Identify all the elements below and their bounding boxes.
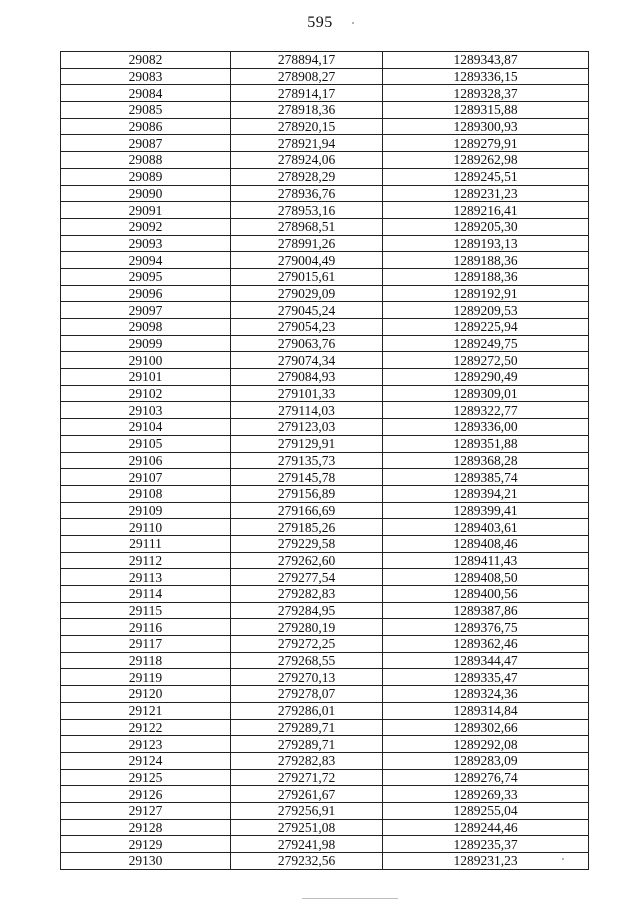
table-row <box>61 586 589 603</box>
table-row <box>61 335 589 352</box>
x-coordinate-cell: 279156,89 <box>231 485 383 502</box>
table-row <box>61 552 589 569</box>
y-coordinate-cell: 1289231,23 <box>383 185 589 202</box>
point-number-cell: 29118 <box>61 652 231 669</box>
x-coordinate-cell: 278968,51 <box>231 218 383 235</box>
x-coordinate-cell: 278924,06 <box>231 152 383 169</box>
y-coordinate-cell: 1289314,84 <box>383 702 589 719</box>
y-coordinate-cell: 1289351,88 <box>383 435 589 452</box>
y-coordinate-cell: 1289336,15 <box>383 68 589 85</box>
x-coordinate-cell: 279241,98 <box>231 836 383 853</box>
point-number-cell: 29103 <box>61 402 231 419</box>
table-row <box>61 85 589 102</box>
table-row <box>61 836 589 853</box>
x-coordinate-cell: 279289,71 <box>231 736 383 753</box>
table-row <box>61 669 589 686</box>
x-coordinate-cell: 279084,93 <box>231 369 383 386</box>
table-row <box>61 52 589 69</box>
point-number-cell: 29120 <box>61 686 231 703</box>
y-coordinate-cell: 1289292,08 <box>383 736 589 753</box>
table-row <box>61 235 589 252</box>
point-number-cell: 29099 <box>61 335 231 352</box>
x-coordinate-cell: 279029,09 <box>231 285 383 302</box>
page-number: 595 <box>307 14 333 31</box>
x-coordinate-cell: 279271,72 <box>231 769 383 786</box>
x-coordinate-cell: 279166,69 <box>231 502 383 519</box>
x-coordinate-cell: 279268,55 <box>231 652 383 669</box>
x-coordinate-cell: 279286,01 <box>231 702 383 719</box>
point-number-cell: 29129 <box>61 836 231 853</box>
x-coordinate-cell: 279004,49 <box>231 252 383 269</box>
table-row <box>61 719 589 736</box>
x-coordinate-cell: 278920,15 <box>231 118 383 135</box>
x-coordinate-cell: 279277,54 <box>231 569 383 586</box>
y-coordinate-cell: 1289269,33 <box>383 786 589 803</box>
table-row <box>61 769 589 786</box>
y-coordinate-cell: 1289290,49 <box>383 369 589 386</box>
point-number-cell: 29107 <box>61 469 231 486</box>
point-number-cell: 29119 <box>61 669 231 686</box>
point-number-cell: 29124 <box>61 752 231 769</box>
y-coordinate-cell: 1289336,00 <box>383 419 589 436</box>
y-coordinate-cell: 1289192,91 <box>383 285 589 302</box>
x-coordinate-cell: 278914,17 <box>231 85 383 102</box>
x-coordinate-cell: 278918,36 <box>231 102 383 119</box>
y-coordinate-cell: 1289368,28 <box>383 452 589 469</box>
x-coordinate-cell: 279015,61 <box>231 268 383 285</box>
table-row <box>61 352 589 369</box>
y-coordinate-cell: 1289283,09 <box>383 752 589 769</box>
x-coordinate-cell: 279063,76 <box>231 335 383 352</box>
scan-speck <box>352 22 354 24</box>
table-row <box>61 302 589 319</box>
x-coordinate-cell: 279232,56 <box>231 853 383 870</box>
table-row <box>61 419 589 436</box>
table-row <box>61 118 589 135</box>
x-coordinate-cell: 279101,33 <box>231 385 383 402</box>
y-coordinate-cell: 1289399,41 <box>383 502 589 519</box>
point-number-cell: 29122 <box>61 719 231 736</box>
x-coordinate-cell: 278928,29 <box>231 168 383 185</box>
point-number-cell: 29101 <box>61 369 231 386</box>
x-coordinate-cell: 278991,26 <box>231 235 383 252</box>
scan-speck <box>562 858 564 860</box>
coordinates-table-body <box>61 52 589 870</box>
y-coordinate-cell: 1289262,98 <box>383 152 589 169</box>
y-coordinate-cell: 1289188,36 <box>383 268 589 285</box>
point-number-cell: 29096 <box>61 285 231 302</box>
x-coordinate-cell: 279270,13 <box>231 669 383 686</box>
point-number-cell: 29125 <box>61 769 231 786</box>
table-row <box>61 502 589 519</box>
table-row <box>61 853 589 870</box>
point-number-cell: 29102 <box>61 385 231 402</box>
x-coordinate-cell: 279185,26 <box>231 519 383 536</box>
point-number-cell: 29085 <box>61 102 231 119</box>
table-row <box>61 652 589 669</box>
x-coordinate-cell: 279135,73 <box>231 452 383 469</box>
x-coordinate-cell: 279123,03 <box>231 419 383 436</box>
y-coordinate-cell: 1289209,53 <box>383 302 589 319</box>
y-coordinate-cell: 1289231,23 <box>383 853 589 870</box>
table-row <box>61 319 589 336</box>
x-coordinate-cell: 279289,71 <box>231 719 383 736</box>
table-row <box>61 469 589 486</box>
point-number-cell: 29114 <box>61 586 231 603</box>
y-coordinate-cell: 1289245,51 <box>383 168 589 185</box>
y-coordinate-cell: 1289411,43 <box>383 552 589 569</box>
y-coordinate-cell: 1289385,74 <box>383 469 589 486</box>
x-coordinate-cell: 279280,19 <box>231 619 383 636</box>
table-row <box>61 569 589 586</box>
x-coordinate-cell: 279278,07 <box>231 686 383 703</box>
point-number-cell: 29088 <box>61 152 231 169</box>
y-coordinate-cell: 1289188,36 <box>383 252 589 269</box>
y-coordinate-cell: 1289309,01 <box>383 385 589 402</box>
y-coordinate-cell: 1289335,47 <box>383 669 589 686</box>
x-coordinate-cell: 279145,78 <box>231 469 383 486</box>
x-coordinate-cell: 279045,24 <box>231 302 383 319</box>
point-number-cell: 29097 <box>61 302 231 319</box>
point-number-cell: 29105 <box>61 435 231 452</box>
scan-line <box>302 898 398 899</box>
point-number-cell: 29123 <box>61 736 231 753</box>
y-coordinate-cell: 1289244,46 <box>383 819 589 836</box>
point-number-cell: 29100 <box>61 352 231 369</box>
y-coordinate-cell: 1289394,21 <box>383 485 589 502</box>
table-row <box>61 68 589 85</box>
point-number-cell: 29086 <box>61 118 231 135</box>
table-row <box>61 135 589 152</box>
x-coordinate-cell: 279129,91 <box>231 435 383 452</box>
point-number-cell: 29117 <box>61 636 231 653</box>
point-number-cell: 29112 <box>61 552 231 569</box>
x-coordinate-cell: 279054,23 <box>231 319 383 336</box>
y-coordinate-cell: 1289272,50 <box>383 352 589 369</box>
table-row <box>61 252 589 269</box>
point-number-cell: 29115 <box>61 602 231 619</box>
table-row <box>61 636 589 653</box>
y-coordinate-cell: 1289216,41 <box>383 202 589 219</box>
table-row <box>61 285 589 302</box>
x-coordinate-cell: 279251,08 <box>231 819 383 836</box>
point-number-cell: 29121 <box>61 702 231 719</box>
table-row <box>61 385 589 402</box>
x-coordinate-cell: 278894,17 <box>231 52 383 69</box>
y-coordinate-cell: 1289249,75 <box>383 335 589 352</box>
y-coordinate-cell: 1289344,47 <box>383 652 589 669</box>
point-number-cell: 29092 <box>61 218 231 235</box>
x-coordinate-cell: 278908,27 <box>231 68 383 85</box>
y-coordinate-cell: 1289255,04 <box>383 802 589 819</box>
table-row <box>61 786 589 803</box>
coordinates-table <box>60 51 589 870</box>
y-coordinate-cell: 1289324,36 <box>383 686 589 703</box>
point-number-cell: 29106 <box>61 452 231 469</box>
y-coordinate-cell: 1289235,37 <box>383 836 589 853</box>
x-coordinate-cell: 278953,16 <box>231 202 383 219</box>
point-number-cell: 29084 <box>61 85 231 102</box>
x-coordinate-cell: 279282,83 <box>231 586 383 603</box>
x-coordinate-cell: 278936,76 <box>231 185 383 202</box>
table-row <box>61 102 589 119</box>
table-row <box>61 435 589 452</box>
point-number-cell: 29090 <box>61 185 231 202</box>
y-coordinate-cell: 1289315,88 <box>383 102 589 119</box>
y-coordinate-cell: 1289403,61 <box>383 519 589 536</box>
y-coordinate-cell: 1289376,75 <box>383 619 589 636</box>
x-coordinate-cell: 279074,34 <box>231 352 383 369</box>
y-coordinate-cell: 1289408,50 <box>383 569 589 586</box>
y-coordinate-cell: 1289328,37 <box>383 85 589 102</box>
point-number-cell: 29127 <box>61 802 231 819</box>
y-coordinate-cell: 1289302,66 <box>383 719 589 736</box>
x-coordinate-cell: 278921,94 <box>231 135 383 152</box>
table-row <box>61 485 589 502</box>
y-coordinate-cell: 1289279,91 <box>383 135 589 152</box>
point-number-cell: 29104 <box>61 419 231 436</box>
y-coordinate-cell: 1289343,87 <box>383 52 589 69</box>
table-row <box>61 152 589 169</box>
table-row <box>61 168 589 185</box>
point-number-cell: 29110 <box>61 519 231 536</box>
point-number-cell: 29126 <box>61 786 231 803</box>
point-number-cell: 29098 <box>61 319 231 336</box>
table-row <box>61 686 589 703</box>
y-coordinate-cell: 1289387,86 <box>383 602 589 619</box>
point-number-cell: 29095 <box>61 268 231 285</box>
y-coordinate-cell: 1289276,74 <box>383 769 589 786</box>
y-coordinate-cell: 1289205,30 <box>383 218 589 235</box>
point-number-cell: 29116 <box>61 619 231 636</box>
table-row <box>61 185 589 202</box>
table-row <box>61 602 589 619</box>
x-coordinate-cell: 279272,25 <box>231 636 383 653</box>
table-row <box>61 736 589 753</box>
table-row <box>61 402 589 419</box>
x-coordinate-cell: 279256,91 <box>231 802 383 819</box>
table-row <box>61 819 589 836</box>
point-number-cell: 29108 <box>61 485 231 502</box>
table-row <box>61 452 589 469</box>
table-row <box>61 202 589 219</box>
y-coordinate-cell: 1289400,56 <box>383 586 589 603</box>
x-coordinate-cell: 279262,60 <box>231 552 383 569</box>
y-coordinate-cell: 1289193,13 <box>383 235 589 252</box>
point-number-cell: 29087 <box>61 135 231 152</box>
point-number-cell: 29111 <box>61 535 231 552</box>
x-coordinate-cell: 279284,95 <box>231 602 383 619</box>
point-number-cell: 29083 <box>61 68 231 85</box>
table-row <box>61 702 589 719</box>
point-number-cell: 29094 <box>61 252 231 269</box>
y-coordinate-cell: 1289300,93 <box>383 118 589 135</box>
table-row <box>61 619 589 636</box>
table-row <box>61 519 589 536</box>
y-coordinate-cell: 1289322,77 <box>383 402 589 419</box>
point-number-cell: 29128 <box>61 819 231 836</box>
table-row <box>61 752 589 769</box>
point-number-cell: 29091 <box>61 202 231 219</box>
point-number-cell: 29113 <box>61 569 231 586</box>
point-number-cell: 29089 <box>61 168 231 185</box>
point-number-cell: 29109 <box>61 502 231 519</box>
point-number-cell: 29130 <box>61 853 231 870</box>
table-row <box>61 218 589 235</box>
table-row <box>61 369 589 386</box>
x-coordinate-cell: 279114,03 <box>231 402 383 419</box>
x-coordinate-cell: 279229,58 <box>231 535 383 552</box>
x-coordinate-cell: 279282,83 <box>231 752 383 769</box>
point-number-cell: 29093 <box>61 235 231 252</box>
y-coordinate-cell: 1289225,94 <box>383 319 589 336</box>
x-coordinate-cell: 279261,67 <box>231 786 383 803</box>
table-row <box>61 268 589 285</box>
y-coordinate-cell: 1289408,46 <box>383 535 589 552</box>
table-row <box>61 802 589 819</box>
y-coordinate-cell: 1289362,46 <box>383 636 589 653</box>
point-number-cell: 29082 <box>61 52 231 69</box>
table-row <box>61 535 589 552</box>
